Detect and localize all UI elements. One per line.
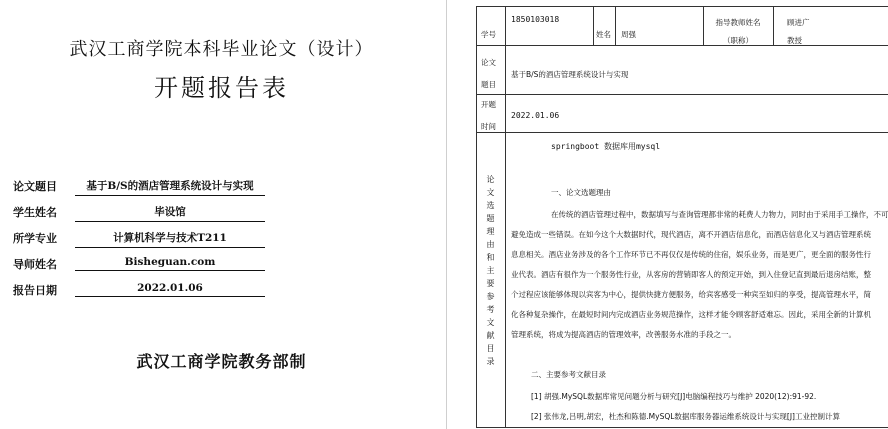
topic-label: 论文 [481, 58, 496, 67]
student-id-label: 学号 [481, 30, 496, 39]
school-title: 武汉工商学院本科毕业论文（设计） [69, 39, 374, 60]
section2-title: 二、主要参考文献目录 [531, 370, 606, 379]
advisor-name: 顾进广 [787, 18, 810, 27]
field-value: 毕设馆 [75, 204, 265, 222]
body-line: 在传统的酒店管理过程中，数据填写与查询管理都非常的耗费人力物力，同时由于采用手工操作，不可 [551, 210, 888, 219]
body-line: 息息相关。酒店业务涉及的各个工作环节已不再仅仅是传统的住宿，娱乐业务，而是更广，更全面的服务性行 [511, 250, 871, 259]
body-line: 业代表。酒店有很作为一个服务性行业，从客房的营销即客人的预定开始，到入住登记直到最后退房结账，整 [511, 270, 871, 279]
section1-title: 一、论文选题理由 [551, 188, 611, 197]
student-id: 1850103018 [511, 15, 560, 24]
field-label: 所学专业 [13, 232, 57, 245]
form-page [452, 0, 888, 429]
topic-label-2: 题目 [481, 80, 496, 89]
thesis-topic: 基于B/S的酒店管理系统设计与实现 [511, 70, 629, 79]
field-value: Bisheguan.com [75, 256, 265, 271]
field-value: 基于B/S的酒店管理系统设计与实现 [75, 178, 265, 196]
field-label: 论文题目 [13, 180, 57, 193]
department-footer: 武汉工商学院教务部制 [136, 352, 307, 371]
proposal-date: 2022.01.06 [511, 111, 560, 120]
reference-item: [2] 张伟龙,吕明,胡宏，杜杰和陈德.MySQL数据库服务器运维系统设计与实现[J]工业控制计算 [531, 412, 840, 421]
body-line: 个过程应该能够体现以宾客为中心，提供快捷方便服务，给宾客感受一种宾至如归的享受，提高管理水平，简 [511, 290, 871, 299]
keywords: springboot 数据库用mysql [551, 142, 661, 151]
section-side-label: 论文选题理由和主要参考文献目录 [486, 175, 495, 370]
section1-body [511, 205, 887, 345]
field-label: 报告日期 [13, 284, 57, 297]
field-value: 2022.01.06 [75, 282, 265, 297]
advisor-title: 教授 [787, 36, 802, 45]
name-label: 姓名 [596, 30, 611, 39]
date-label-2: 时间 [481, 122, 496, 131]
page-divider [446, 0, 447, 429]
field-value: 计算机科学与技术T211 [75, 230, 265, 248]
student-name: 周强 [621, 30, 636, 39]
cover-page [0, 0, 443, 429]
reference-item: [1] 胡强.MySQL数据库常见问题分析与研究[J]电脑编程技巧与维护 2020(12):91-92. [531, 392, 817, 401]
advisor-label: 指导教师姓名 [715, 18, 761, 27]
body-line: 化各种复杂操作，在最短时间内完成酒店业务规范操作，这样才能令顾客舒适难忘。因此，采用全新的计算机 [511, 310, 871, 319]
proposal-table [476, 6, 888, 428]
advisor-title-label: （职称） [723, 36, 753, 45]
body-line: 管理系统，将成为提高酒店的管理效率，改善服务水准的手段之一。 [511, 330, 736, 339]
report-title: 开题报告表 [154, 74, 289, 102]
date-label: 开题 [481, 100, 496, 109]
body-line: 避免造成一些错误。在如今这个大数据时代，现代酒店，离不开酒店信息化，而酒店信息化又与酒店管理系统 [511, 230, 871, 239]
field-label: 学生姓名 [13, 206, 57, 219]
field-label: 导师姓名 [13, 258, 57, 271]
